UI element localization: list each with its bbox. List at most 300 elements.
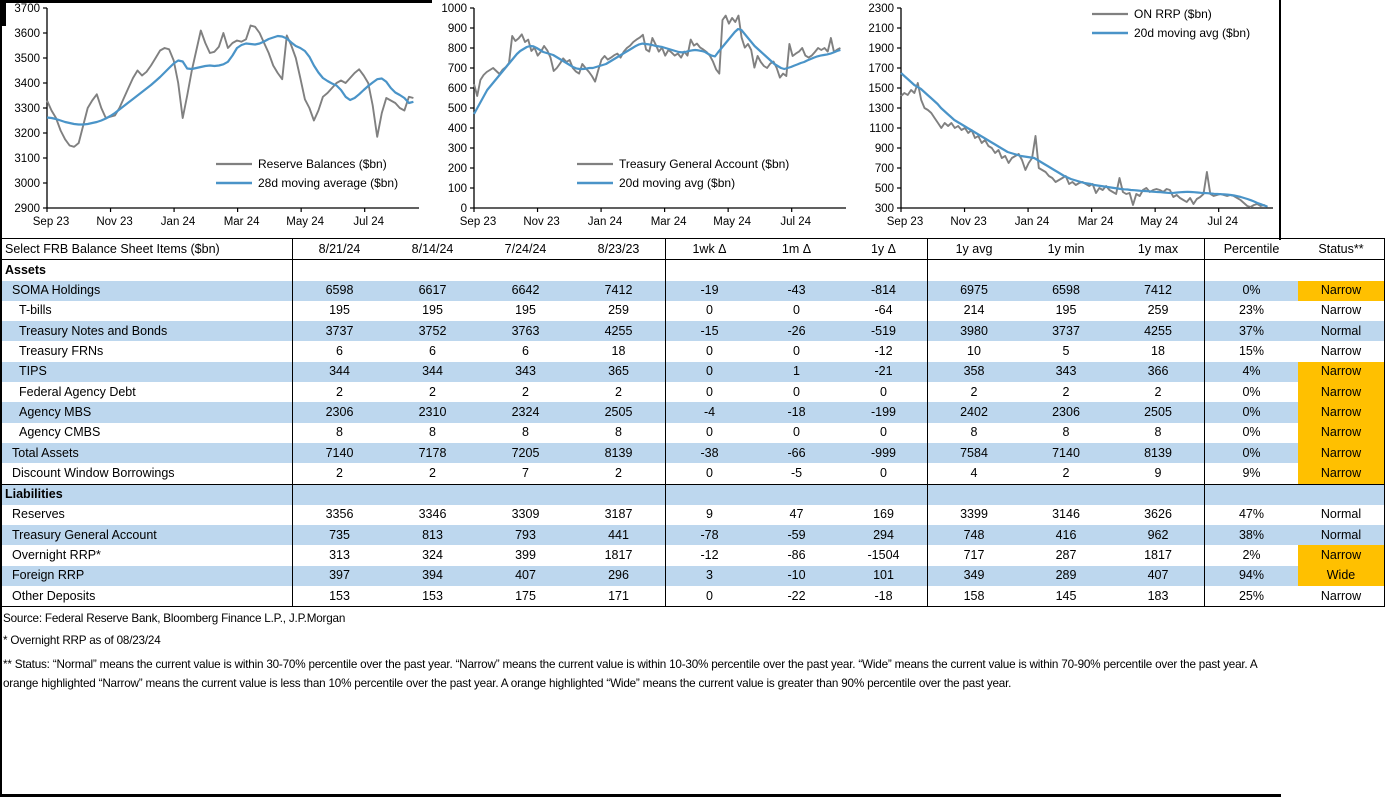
value-cell: 7412 bbox=[1112, 281, 1205, 301]
y-tick-label: 2100 bbox=[868, 23, 894, 35]
value-cell: 145 bbox=[1055, 588, 1077, 603]
y-tick-label: 3300 bbox=[14, 103, 40, 115]
value-cell: 0 bbox=[666, 586, 754, 607]
value-cell: 6642 bbox=[479, 281, 572, 301]
series-line-20d-moving-avg-bn- bbox=[901, 73, 1267, 207]
column-header-1y-: 1y Δ bbox=[840, 239, 928, 260]
row-label: TIPS bbox=[1, 362, 293, 382]
value-cell: 343 bbox=[479, 362, 572, 382]
y-tick-label: 3000 bbox=[14, 178, 40, 190]
value-cell: -10 bbox=[753, 566, 840, 586]
value-cell: 0 bbox=[880, 384, 887, 399]
value-cell: 324 bbox=[422, 548, 443, 563]
x-tick-label: Jan 24 bbox=[1014, 216, 1050, 228]
value-cell: -5 bbox=[790, 465, 803, 480]
value-cell: 214 bbox=[928, 301, 1021, 321]
row-label: Liabilities bbox=[1, 484, 293, 505]
y-tick-label: 3200 bbox=[14, 128, 40, 140]
value-cell: 3309 bbox=[511, 507, 540, 522]
status-cell bbox=[1298, 484, 1385, 505]
percentile-cell: 15% bbox=[1205, 341, 1299, 361]
column-header-1y-avg: 1y avg bbox=[928, 239, 1021, 260]
value-cell: 7412 bbox=[572, 281, 666, 301]
row-label: Total Assets bbox=[1, 443, 293, 463]
value-cell: 349 bbox=[928, 566, 1021, 586]
value-cell: -59 bbox=[753, 525, 840, 545]
value-cell: 183 bbox=[1147, 588, 1169, 603]
series-line-treasury-general-account-bn- bbox=[474, 16, 840, 96]
value-cell: 7178 bbox=[386, 443, 479, 463]
row-label: Reserves bbox=[12, 507, 65, 522]
legend bbox=[577, 157, 789, 190]
status-cell: Narrow bbox=[1320, 588, 1362, 603]
row-label: Treasury General Account bbox=[1, 525, 293, 545]
source-note: Source: Federal Reserve Bank, Bloomberg Finance L.P., J.P.Morgan bbox=[3, 612, 346, 626]
value-cell: 313 bbox=[293, 545, 387, 565]
value-cell: 717 bbox=[928, 545, 1021, 565]
value-cell: 5 bbox=[1062, 344, 1070, 359]
x-tick-label: Jan 24 bbox=[160, 216, 196, 228]
legend-label: Treasury General Account ($bn) bbox=[619, 157, 790, 171]
value-cell: 8139 bbox=[572, 443, 666, 463]
value-cell: 2310 bbox=[386, 402, 479, 422]
value-cell: 259 bbox=[608, 303, 629, 318]
table-row bbox=[1, 362, 1385, 382]
value-cell: 9 bbox=[666, 505, 754, 525]
value-cell: 287 bbox=[1055, 548, 1077, 563]
status-cell: Narrow bbox=[1320, 344, 1362, 359]
value-cell: 6617 bbox=[386, 281, 479, 301]
y-tick-label: 400 bbox=[447, 123, 467, 135]
legend-label: Reserve Balances ($bn) bbox=[258, 157, 387, 171]
value-cell: -38 bbox=[666, 443, 754, 463]
value-cell bbox=[1020, 484, 1112, 505]
value-cell: 7584 bbox=[928, 443, 1021, 463]
value-cell: 195 bbox=[293, 301, 387, 321]
y-tick-label: 1500 bbox=[868, 83, 894, 95]
value-cell bbox=[1020, 260, 1112, 281]
value-cell bbox=[666, 260, 754, 281]
row-label: Treasury FRNs bbox=[19, 344, 104, 359]
chart-treasury-general-account bbox=[427, 0, 854, 238]
status-cell: Narrow bbox=[1298, 362, 1385, 382]
value-cell: 18 bbox=[1151, 344, 1165, 359]
value-cell: 158 bbox=[928, 586, 1021, 607]
screen-edge-artifact bbox=[0, 0, 2, 797]
value-cell: 8139 bbox=[1112, 443, 1205, 463]
value-cell: 0 bbox=[666, 423, 754, 443]
y-tick-label: 2300 bbox=[868, 3, 894, 15]
table-row bbox=[1, 586, 1385, 607]
x-tick-label: Jul 24 bbox=[1207, 216, 1239, 228]
value-cell: 2505 bbox=[572, 402, 666, 422]
value-cell: -66 bbox=[753, 443, 840, 463]
table-row bbox=[1, 301, 1385, 321]
value-cell bbox=[840, 484, 928, 505]
value-cell: 6 bbox=[522, 344, 529, 359]
table-row bbox=[1, 321, 1385, 341]
table-row bbox=[1, 566, 1385, 586]
value-cell: -999 bbox=[840, 443, 928, 463]
status-cell: Narrow bbox=[1298, 382, 1385, 402]
value-cell: 0 bbox=[666, 463, 754, 484]
row-label: Foreign RRP bbox=[1, 566, 293, 586]
row-label: T-bills bbox=[19, 303, 52, 318]
value-cell: 3737 bbox=[1020, 321, 1112, 341]
y-tick-label: 3100 bbox=[14, 153, 40, 165]
section-row bbox=[1, 484, 1385, 505]
status-cell: Narrow bbox=[1298, 423, 1385, 443]
value-cell: -64 bbox=[874, 303, 893, 318]
value-cell: 0 bbox=[880, 465, 887, 480]
value-cell: 344 bbox=[293, 362, 387, 382]
value-cell bbox=[572, 260, 666, 281]
percentile-cell: 0% bbox=[1205, 402, 1299, 422]
value-cell: 171 bbox=[608, 588, 629, 603]
value-cell: 10 bbox=[928, 341, 1021, 361]
x-tick-label: May 24 bbox=[713, 216, 752, 228]
chart-reserve-balances bbox=[0, 0, 427, 238]
tga-chart bbox=[427, 0, 854, 238]
value-cell: 2 bbox=[615, 465, 622, 480]
y-tick-label: 300 bbox=[447, 143, 467, 155]
value-cell: -18 bbox=[874, 588, 893, 603]
x-tick-label: Mar 24 bbox=[223, 216, 260, 228]
percentile-cell: 2% bbox=[1205, 545, 1299, 565]
value-cell: 365 bbox=[572, 362, 666, 382]
row-label: Agency MBS bbox=[1, 402, 293, 422]
status-cell: Normal bbox=[1298, 525, 1385, 545]
value-cell bbox=[1112, 484, 1205, 505]
table-row bbox=[1, 545, 1385, 565]
value-cell: 0 bbox=[666, 382, 754, 402]
value-cell: 195 bbox=[1055, 303, 1077, 318]
y-tick-label: 100 bbox=[447, 183, 467, 195]
column-header-1y-min: 1y min bbox=[1020, 239, 1112, 260]
value-cell: -814 bbox=[840, 281, 928, 301]
status-cell: Narrow bbox=[1320, 303, 1362, 318]
column-header-8-21-24: 8/21/24 bbox=[293, 239, 387, 260]
value-cell: 3146 bbox=[1052, 507, 1080, 522]
value-cell: 3346 bbox=[418, 507, 447, 522]
y-tick-label: 1100 bbox=[869, 123, 894, 135]
value-cell: 0 bbox=[666, 362, 754, 382]
value-cell: 394 bbox=[386, 566, 479, 586]
percentile-cell: 23% bbox=[1205, 301, 1299, 321]
value-cell bbox=[386, 260, 479, 281]
value-cell: 3980 bbox=[928, 321, 1021, 341]
value-cell: 0 bbox=[793, 344, 800, 359]
row-label: Agency CMBS bbox=[19, 425, 101, 440]
value-cell: -43 bbox=[753, 281, 840, 301]
table-title: Select FRB Balance Sheet Items ($bn) bbox=[1, 239, 293, 260]
value-cell: 8 bbox=[293, 423, 387, 443]
column-header-1wk-: 1wk Δ bbox=[666, 239, 754, 260]
percentile-cell: 0% bbox=[1205, 281, 1299, 301]
value-cell: 175 bbox=[515, 588, 536, 603]
value-cell: 441 bbox=[572, 525, 666, 545]
y-tick-label: 0 bbox=[460, 203, 467, 215]
x-tick-label: Sep 23 bbox=[32, 216, 70, 228]
value-cell: 18 bbox=[611, 344, 626, 359]
y-tick-label: 500 bbox=[874, 183, 894, 195]
y-tick-label: 3500 bbox=[14, 53, 40, 65]
column-header-7-24-24: 7/24/24 bbox=[479, 239, 572, 260]
value-cell: 1817 bbox=[1144, 548, 1172, 563]
value-cell: 169 bbox=[873, 507, 894, 522]
value-cell bbox=[840, 260, 928, 281]
value-cell: 8 bbox=[429, 425, 436, 440]
screen-edge-artifact bbox=[0, 0, 432, 3]
value-cell: 9 bbox=[1154, 465, 1162, 480]
x-tick-label: Sep 23 bbox=[459, 216, 497, 228]
column-header-1m-: 1m Δ bbox=[753, 239, 840, 260]
legend-label: 20d moving avg ($bn) bbox=[619, 176, 736, 190]
value-cell: 2 bbox=[1062, 465, 1070, 480]
value-cell: 397 bbox=[293, 566, 387, 586]
value-cell: 399 bbox=[515, 548, 536, 563]
value-cell bbox=[928, 484, 1021, 505]
table-row bbox=[1, 525, 1385, 545]
row-label: Discount Window Borrowings bbox=[12, 465, 175, 480]
percentile-cell: 94% bbox=[1205, 566, 1299, 586]
reserve-balances-chart bbox=[0, 0, 427, 238]
value-cell: 2 bbox=[293, 382, 387, 402]
value-cell: 6 bbox=[429, 344, 436, 359]
value-cell: 296 bbox=[572, 566, 666, 586]
value-cell: 3752 bbox=[386, 321, 479, 341]
legend-label: ON RRP ($bn) bbox=[1134, 7, 1212, 21]
value-cell: -15 bbox=[666, 321, 754, 341]
value-cell: -519 bbox=[840, 321, 928, 341]
value-cell: -12 bbox=[666, 545, 754, 565]
value-cell: -19 bbox=[666, 281, 754, 301]
table-row bbox=[1, 443, 1385, 463]
legend bbox=[1092, 7, 1250, 40]
value-cell: 2324 bbox=[479, 402, 572, 422]
row-label: Treasury Notes and Bonds bbox=[1, 321, 293, 341]
value-cell: 962 bbox=[1112, 525, 1205, 545]
row-label: SOMA Holdings bbox=[1, 281, 293, 301]
value-cell: 2 bbox=[928, 382, 1021, 402]
value-cell: 7 bbox=[522, 465, 529, 480]
status-cell: Narrow bbox=[1298, 545, 1385, 565]
value-cell: -86 bbox=[787, 548, 806, 563]
balance-sheet-table-header bbox=[1, 239, 1385, 260]
status-cell: Wide bbox=[1298, 566, 1385, 586]
value-cell: 195 bbox=[422, 303, 443, 318]
value-cell: 2 bbox=[1154, 384, 1162, 399]
value-cell bbox=[666, 484, 754, 505]
y-tick-label: 900 bbox=[447, 23, 467, 35]
row-label: Other Deposits bbox=[12, 588, 96, 603]
status-cell: Narrow bbox=[1298, 402, 1385, 422]
value-cell: 344 bbox=[386, 362, 479, 382]
value-cell: 259 bbox=[1147, 303, 1169, 318]
x-tick-label: Jan 24 bbox=[587, 216, 623, 228]
value-cell: 7140 bbox=[1020, 443, 1112, 463]
percentile-cell: 4% bbox=[1205, 362, 1299, 382]
x-tick-label: Jul 24 bbox=[353, 216, 385, 228]
value-cell bbox=[753, 484, 840, 505]
value-cell: -12 bbox=[874, 344, 893, 359]
row-label: Overnight RRP* bbox=[12, 548, 101, 563]
x-tick-label: Jul 24 bbox=[780, 216, 812, 228]
value-cell bbox=[293, 260, 387, 281]
column-header-1y-max: 1y max bbox=[1112, 239, 1205, 260]
on-rrp-chart bbox=[854, 0, 1281, 238]
y-tick-label: 600 bbox=[447, 83, 467, 95]
value-cell: 4255 bbox=[1112, 321, 1205, 341]
y-tick-label: 3700 bbox=[14, 3, 40, 15]
y-tick-label: 500 bbox=[447, 103, 467, 115]
x-tick-label: Nov 23 bbox=[523, 216, 560, 228]
value-cell bbox=[479, 260, 572, 281]
value-cell: 6598 bbox=[293, 281, 387, 301]
value-cell: 294 bbox=[840, 525, 928, 545]
value-cell: 4 bbox=[928, 463, 1021, 484]
value-cell bbox=[572, 484, 666, 505]
value-cell: -21 bbox=[840, 362, 928, 382]
y-tick-label: 700 bbox=[447, 63, 467, 75]
value-cell: 3 bbox=[666, 566, 754, 586]
screen-edge-artifact bbox=[1279, 0, 1281, 240]
legend bbox=[216, 157, 398, 190]
value-cell: 2 bbox=[615, 384, 622, 399]
percentile-cell: 38% bbox=[1205, 525, 1299, 545]
value-cell: 0 bbox=[793, 425, 800, 440]
value-cell bbox=[386, 484, 479, 505]
value-cell: 8 bbox=[928, 423, 1021, 443]
value-cell: 8 bbox=[1062, 425, 1070, 440]
value-cell: 2306 bbox=[293, 402, 387, 422]
value-cell: 47 bbox=[789, 507, 804, 522]
column-header-8-14-24: 8/14/24 bbox=[386, 239, 479, 260]
value-cell: 7205 bbox=[479, 443, 572, 463]
x-tick-label: Mar 24 bbox=[1077, 216, 1114, 228]
footnotes bbox=[0, 607, 1281, 693]
y-tick-label: 700 bbox=[874, 163, 894, 175]
legend-label: 28d moving average ($bn) bbox=[258, 176, 399, 190]
percentile-cell: 0% bbox=[1205, 382, 1299, 402]
value-cell bbox=[753, 260, 840, 281]
series-line-on-rrp-bn- bbox=[901, 83, 1267, 207]
balance-sheet-table bbox=[0, 238, 1385, 607]
y-tick-label: 1000 bbox=[441, 3, 467, 15]
value-cell bbox=[928, 260, 1021, 281]
y-tick-label: 2900 bbox=[14, 203, 40, 215]
status-cell: Normal bbox=[1298, 321, 1385, 341]
charts-row bbox=[0, 0, 1281, 238]
value-cell: 289 bbox=[1020, 566, 1112, 586]
percentile-cell: 25% bbox=[1205, 586, 1299, 607]
value-cell: 735 bbox=[293, 525, 387, 545]
value-cell: 153 bbox=[422, 588, 443, 603]
y-tick-label: 900 bbox=[874, 143, 894, 155]
value-cell: 2505 bbox=[1112, 402, 1205, 422]
table-row bbox=[1, 281, 1385, 301]
value-cell: 8 bbox=[522, 425, 529, 440]
row-label: Federal Agency Debt bbox=[19, 384, 136, 399]
x-tick-label: Mar 24 bbox=[650, 216, 687, 228]
percentile-cell: 47% bbox=[1205, 505, 1299, 525]
y-tick-label: 200 bbox=[447, 163, 467, 175]
value-cell: 153 bbox=[293, 586, 387, 607]
value-cell: 2 bbox=[293, 463, 387, 484]
column-header-8-23-23: 8/23/23 bbox=[572, 239, 666, 260]
value-cell: 416 bbox=[1020, 525, 1112, 545]
value-cell: 366 bbox=[1112, 362, 1205, 382]
value-cell: 6 bbox=[293, 341, 387, 361]
y-tick-label: 1700 bbox=[868, 63, 894, 75]
value-cell: -199 bbox=[840, 402, 928, 422]
value-cell: -22 bbox=[787, 588, 806, 603]
screen-edge-artifact bbox=[0, 0, 6, 26]
status-cell: Narrow bbox=[1298, 463, 1385, 484]
value-cell: 0 bbox=[666, 301, 754, 321]
x-tick-label: Nov 23 bbox=[950, 216, 987, 228]
percentile-cell bbox=[1205, 484, 1299, 505]
value-cell: 3356 bbox=[293, 505, 387, 525]
column-header-percentile: Percentile bbox=[1205, 239, 1299, 260]
value-cell: 0 bbox=[880, 425, 887, 440]
overnight-rrp-note: * Overnight RRP as of 08/23/24 bbox=[3, 634, 161, 648]
x-tick-label: Sep 23 bbox=[886, 216, 924, 228]
table-row bbox=[1, 382, 1385, 402]
value-cell: 793 bbox=[479, 525, 572, 545]
percentile-cell: 0% bbox=[1205, 423, 1299, 443]
value-cell: 6975 bbox=[928, 281, 1021, 301]
value-cell: 3737 bbox=[293, 321, 387, 341]
value-cell: -78 bbox=[666, 525, 754, 545]
value-cell: 2306 bbox=[1020, 402, 1112, 422]
x-tick-label: May 24 bbox=[1140, 216, 1179, 228]
percentile-cell: 37% bbox=[1205, 321, 1299, 341]
y-tick-label: 3600 bbox=[14, 28, 40, 40]
column-header-status-: Status** bbox=[1298, 239, 1385, 260]
table-row bbox=[1, 423, 1385, 443]
value-cell bbox=[293, 484, 387, 505]
value-cell: -4 bbox=[666, 402, 754, 422]
percentile-cell: 0% bbox=[1205, 443, 1299, 463]
value-cell: 3763 bbox=[479, 321, 572, 341]
value-cell: 2 bbox=[522, 384, 529, 399]
value-cell: 0 bbox=[666, 341, 754, 361]
value-cell: 2402 bbox=[928, 402, 1021, 422]
value-cell: 2 bbox=[429, 384, 436, 399]
value-cell: 4255 bbox=[572, 321, 666, 341]
section-row bbox=[1, 260, 1385, 281]
y-tick-label: 1900 bbox=[868, 43, 894, 55]
value-cell: 407 bbox=[479, 566, 572, 586]
value-cell: 101 bbox=[840, 566, 928, 586]
value-cell: 358 bbox=[928, 362, 1021, 382]
chart-on-rrp bbox=[854, 0, 1281, 238]
table-row bbox=[1, 463, 1385, 484]
value-cell: 195 bbox=[515, 303, 536, 318]
value-cell: 1817 bbox=[604, 548, 633, 563]
value-cell: 8 bbox=[615, 425, 622, 440]
value-cell: 3399 bbox=[928, 505, 1021, 525]
value-cell: 7140 bbox=[293, 443, 387, 463]
y-tick-label: 1300 bbox=[868, 103, 894, 115]
value-cell: 343 bbox=[1020, 362, 1112, 382]
percentile-cell bbox=[1205, 260, 1299, 281]
table-row bbox=[1, 402, 1385, 422]
value-cell: -26 bbox=[753, 321, 840, 341]
x-tick-label: May 24 bbox=[286, 216, 325, 228]
value-cell: 2 bbox=[1062, 384, 1070, 399]
